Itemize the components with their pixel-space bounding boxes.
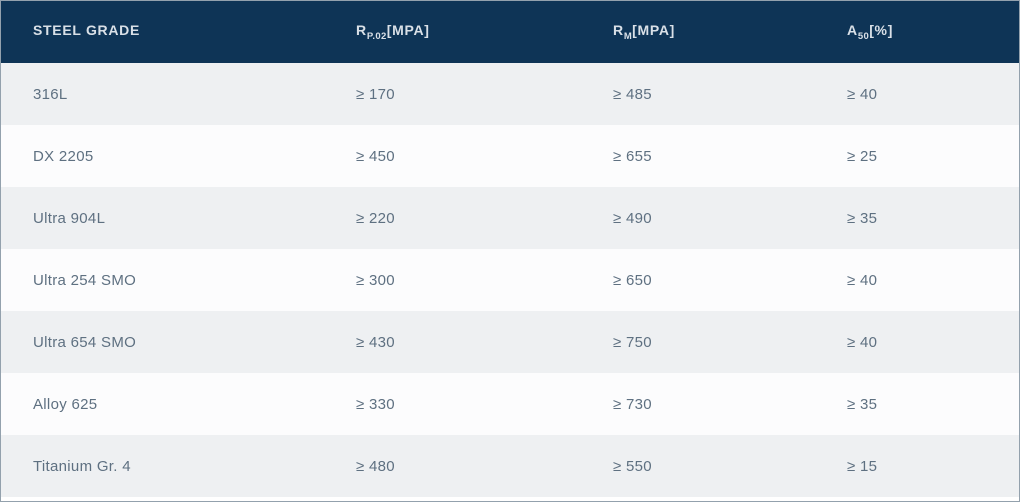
header-row: [1, 1, 1019, 63]
column-header-label: STEEL GRADE: [33, 22, 141, 39]
rp02-cell: ≥ 220: [356, 209, 395, 227]
steel-grade-cell: Ultra 904L: [33, 209, 106, 227]
table-row: [1, 373, 1019, 435]
column-header-label: R: [356, 22, 367, 39]
column-header-subscript: 50: [857, 30, 870, 42]
rm-cell: ≥ 730: [613, 395, 652, 413]
steel-grade-cell: DX 2205: [33, 147, 94, 165]
column-header-unit: [MPA]: [632, 22, 676, 39]
rm-cell: ≥ 490: [613, 209, 652, 227]
a50-cell: ≥ 35: [847, 395, 878, 413]
rm-cell: ≥ 655: [613, 147, 652, 165]
steel-grade-cell: Titanium Gr. 4: [33, 457, 131, 475]
column-header-rm: [602, 1, 836, 63]
table-row: [1, 311, 1019, 373]
a50-cell: ≥ 35: [847, 209, 878, 227]
a50-cell: ≥ 25: [847, 147, 878, 165]
a50-cell: ≥ 15: [847, 457, 878, 475]
steel-grade-cell: Ultra 254 SMO: [33, 271, 137, 289]
column-header-unit: [%]: [869, 22, 894, 39]
rm-cell: ≥ 485: [613, 85, 652, 103]
column-header-subscript: M: [623, 30, 633, 42]
rp02-cell: ≥ 300: [356, 271, 395, 289]
steel-grades-table: [1, 1, 1019, 497]
steel-grade-cell: Alloy 625: [33, 395, 98, 413]
rp02-cell: ≥ 480: [356, 457, 395, 475]
a50-cell: ≥ 40: [847, 85, 878, 103]
rp02-cell: ≥ 450: [356, 147, 395, 165]
rm-cell: ≥ 550: [613, 457, 652, 475]
column-header-a50: [836, 1, 1019, 63]
column-header-label: A: [847, 22, 858, 39]
a50-cell: ≥ 40: [847, 333, 878, 351]
rm-cell: ≥ 650: [613, 271, 652, 289]
steel-grade-cell: Ultra 654 SMO: [33, 333, 137, 351]
column-header-unit: [MPA]: [386, 22, 430, 39]
rp02-cell: ≥ 330: [356, 395, 395, 413]
table-row: [1, 63, 1019, 125]
column-header-label: R: [613, 22, 624, 39]
table-row: [1, 435, 1019, 497]
column-header-steel-grade: [1, 1, 345, 63]
rp02-cell: ≥ 170: [356, 85, 395, 103]
column-header-subscript: P.02: [366, 30, 387, 42]
rp02-cell: ≥ 430: [356, 333, 395, 351]
a50-cell: ≥ 40: [847, 271, 878, 289]
column-header-rp02: [345, 1, 602, 63]
steel-grade-cell: 316L: [33, 85, 68, 103]
table-row: [1, 249, 1019, 311]
table-row: [1, 187, 1019, 249]
table-row: [1, 125, 1019, 187]
rm-cell: ≥ 750: [613, 333, 652, 351]
